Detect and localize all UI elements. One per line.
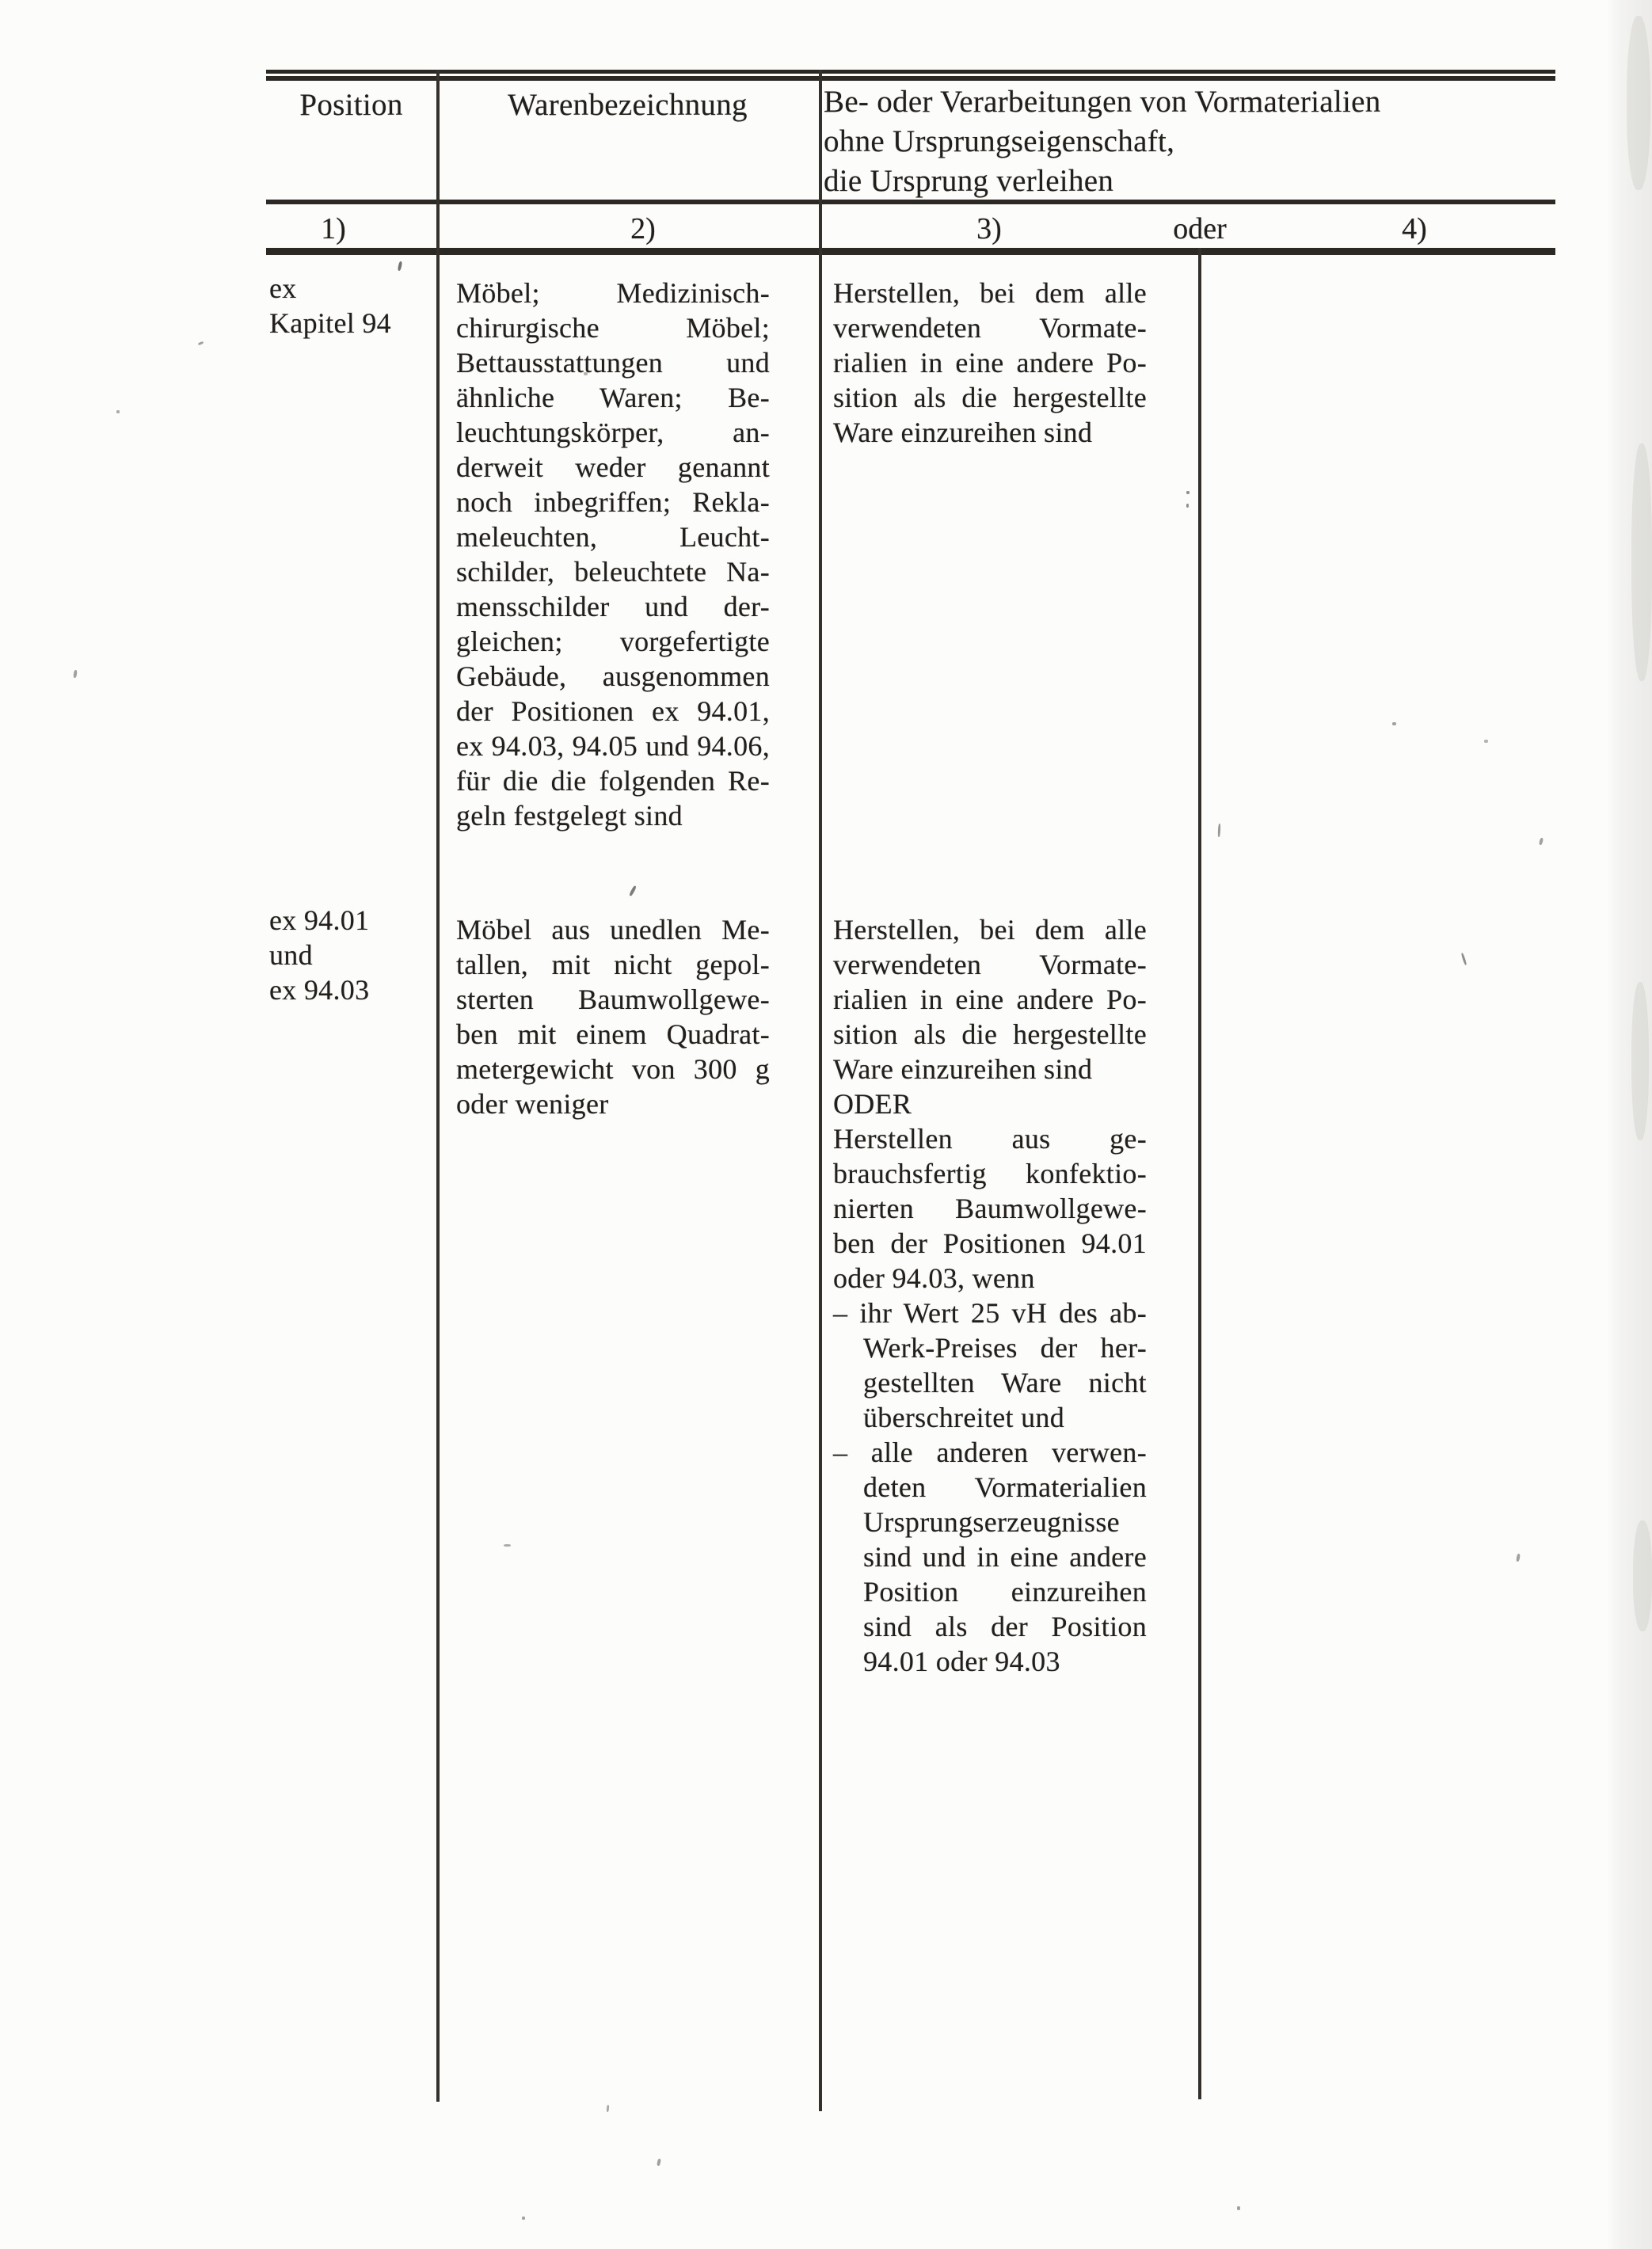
rule-line: Herstellen aus ge- xyxy=(833,1123,1147,1155)
row1-rule-cell xyxy=(833,276,1147,450)
scan-speck xyxy=(73,670,77,678)
description-line: oder weniger xyxy=(456,1088,609,1120)
rule-line: – ihr Wert 25 vH des ab- xyxy=(833,1297,1147,1329)
scan-speck xyxy=(398,261,402,272)
header-cell-position xyxy=(266,86,436,125)
rule-line: ben der Positionen 94.01 xyxy=(833,1227,1147,1259)
rule-line: ODER xyxy=(833,1088,912,1120)
scan-speck xyxy=(198,341,204,346)
scan-speck xyxy=(1186,491,1190,494)
scan-speck xyxy=(504,1544,511,1547)
scan-speck xyxy=(1461,953,1467,965)
position-line: ex 94.01 xyxy=(269,904,370,936)
description-line: metergewicht von 300 g xyxy=(456,1053,770,1085)
row1-position-cell xyxy=(269,271,432,341)
rule-line: Ware einzureihen sind xyxy=(833,417,1093,448)
row2-rule-cell xyxy=(833,912,1147,1679)
row2-position-cell xyxy=(269,903,432,1007)
description-line: Möbel aus unedlen Me- xyxy=(456,914,770,946)
description-line: schilder, beleuchtete Na- xyxy=(456,556,770,588)
scan-blotch xyxy=(1633,1520,1652,1631)
scan-speck xyxy=(1237,2206,1240,2210)
description-line: tallen, mit nicht gepol- xyxy=(456,949,770,980)
rule-line: rialien in eine andere Po- xyxy=(833,984,1147,1015)
rule-line: sition als die hergestellte xyxy=(833,1018,1147,1050)
column-number-1: 1) xyxy=(321,212,346,245)
rule-line: Herstellen, bei dem alle xyxy=(833,277,1147,309)
column-divider-1 xyxy=(436,70,440,2102)
column-number-3: 3) xyxy=(976,212,1002,245)
rule-line: verwendeten Vormate- xyxy=(833,312,1147,344)
table-top-rule xyxy=(266,70,1555,81)
scan-speck xyxy=(1186,504,1189,508)
header-label-line: die Ursprung verleihen xyxy=(824,164,1114,198)
rule-line: sind und in eine andere xyxy=(863,1541,1147,1573)
description-line: Möbel; Medizinisch- xyxy=(456,277,770,309)
description-line: ähnliche Waren; Be- xyxy=(456,382,770,413)
row1-description-cell xyxy=(456,276,770,833)
scan-speck xyxy=(116,410,120,413)
description-line: leuchtungskörper, an- xyxy=(456,417,770,448)
header-label-line: Be- oder Verarbeitungen von Vormaterialien xyxy=(824,85,1381,119)
description-line: gleichen; vorgefertigte xyxy=(456,626,770,657)
scan-blotch xyxy=(1627,16,1650,190)
scan-speck xyxy=(1218,824,1221,837)
header-cell-warenbezeichnung xyxy=(436,86,819,125)
scan-speck xyxy=(607,2105,610,2112)
scan-speck xyxy=(1539,838,1544,846)
rule-line: Ursprungserzeugnisse xyxy=(863,1506,1120,1538)
column-number-oder: oder xyxy=(1173,212,1227,245)
description-line: sterten Baumwollgewe- xyxy=(456,984,770,1015)
scan-speck xyxy=(1392,722,1396,725)
description-line: geln festgelegt sind xyxy=(456,800,683,831)
rule-line: deten Vormaterialien xyxy=(863,1471,1147,1503)
position-line: ex xyxy=(269,272,297,304)
scan-speck xyxy=(522,2217,525,2220)
header-cell-verarbeitungen xyxy=(824,82,1555,201)
description-line: für die die folgenden Re- xyxy=(456,765,770,797)
rule-line: gestellten Ware nicht xyxy=(863,1367,1147,1398)
column-number-2: 2) xyxy=(630,212,656,245)
rule-line: Werk-Preises der her- xyxy=(863,1332,1147,1364)
description-line: chirurgische Möbel; xyxy=(456,312,770,344)
rule-line: verwendeten Vormate- xyxy=(833,949,1147,980)
rule-line: sition als die hergestellte xyxy=(833,382,1147,413)
row2-description-cell xyxy=(456,912,770,1121)
rule-line: oder 94.03, wenn xyxy=(833,1262,1035,1294)
rule-line: Position einzureihen xyxy=(863,1576,1147,1608)
column-divider-3 xyxy=(1198,248,1201,2099)
rule-line: überschreitet und xyxy=(863,1402,1065,1433)
header-label: Position xyxy=(299,88,403,122)
scan-speck xyxy=(657,2159,661,2167)
scan-speck xyxy=(584,372,588,375)
description-line: der Positionen ex 94.01, xyxy=(456,695,770,727)
rule-line: Herstellen, bei dem alle xyxy=(833,914,1147,946)
header-label-line: ohne Ursprungseigenschaft, xyxy=(824,124,1175,158)
rule-line: 94.01 oder 94.03 xyxy=(863,1646,1060,1677)
rule-line: Ware einzureihen sind xyxy=(833,1053,1093,1085)
description-line: ben mit einem Quadrat- xyxy=(456,1018,770,1050)
scan-blotch xyxy=(1631,443,1652,681)
description-line: Bettausstattungen und xyxy=(456,347,770,379)
table-subheader-rule xyxy=(266,248,1555,255)
description-line: meleuchten, Leucht- xyxy=(456,521,770,553)
description-line: mensschilder und der- xyxy=(456,591,770,622)
rule-line: – alle anderen verwen- xyxy=(833,1437,1147,1468)
scan-blotch xyxy=(1631,982,1649,1140)
scan-speck xyxy=(1516,1554,1521,1562)
header-label: Warenbezeichnung xyxy=(508,88,748,122)
scan-speck xyxy=(1484,740,1488,743)
rule-line: nierten Baumwollgewe- xyxy=(833,1193,1147,1224)
description-line: Gebäude, ausgenommen xyxy=(456,660,770,692)
description-line: noch inbegriffen; Rekla- xyxy=(456,486,770,518)
position-line: Kapitel 94 xyxy=(269,307,391,339)
column-divider-2 xyxy=(819,70,822,2111)
column-number-4: 4) xyxy=(1402,212,1427,245)
description-line: ex 94.03, 94.05 und 94.06, xyxy=(456,730,770,762)
scan-speck xyxy=(629,885,637,896)
rule-line: brauchsfertig konfektio- xyxy=(833,1158,1147,1189)
rule-line: rialien in eine andere Po- xyxy=(833,347,1147,379)
position-line: und xyxy=(269,939,313,971)
position-line: ex 94.03 xyxy=(269,974,370,1006)
rule-line: sind als der Position xyxy=(863,1611,1147,1642)
description-line: derweit weder genannt xyxy=(456,451,770,483)
